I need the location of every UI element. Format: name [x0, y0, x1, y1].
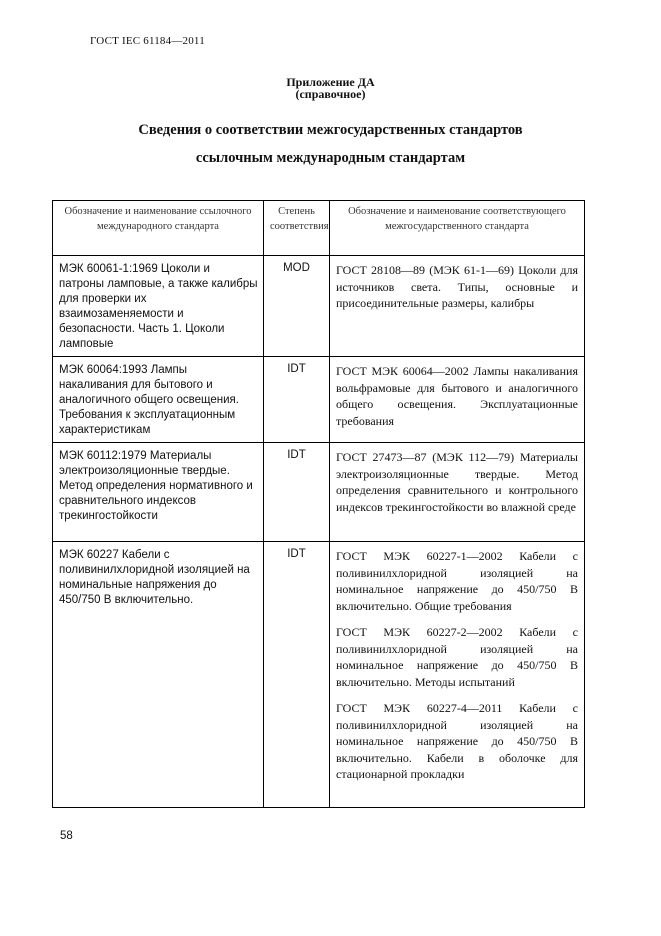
national-standard-cell	[330, 542, 585, 808]
appendix-title: Приложение ДА	[286, 75, 375, 89]
national-standard-entry: ГОСТ МЭК 60227-4—2011 Кабели с поливинилхлоридной изоляцией на номинальное напряжение до 450/750 В включительно. Кабели в оболочке для стационарной прокладки	[336, 701, 578, 781]
national-standard-entry: ГОСТ 28108—89 (МЭК 61-1—69) Цоколи для источников света. Типы, основные и присоединительные размеры, калибры	[336, 263, 578, 310]
page-number: 58	[60, 830, 73, 842]
international-standard-cell: МЭК 60061-1:1969 Цоколи и патроны ламповые, а также калибры для проверки их взаимозаменяемости и безопасности. Часть 1. Цоколи ламповые	[53, 256, 264, 357]
international-standard-cell: МЭК 60112:1979 Материалы электроизоляционные твердые. Метод определения нормативного и сравнительного индексов трекингостойкости	[53, 443, 264, 542]
column-header-degree: Степень соответствия	[264, 201, 330, 256]
table-row	[53, 542, 585, 808]
national-standard-cell	[330, 357, 585, 443]
appendix-heading	[0, 76, 661, 100]
national-standard-entry: ГОСТ МЭК 60227-1—2002 Кабели с поливинилхлоридной изоляцией на номинальное напряжение до 450/750 В включительно. Общие требования	[336, 549, 578, 613]
degree-cell: IDT	[264, 357, 330, 443]
national-standard-entry: ГОСТ 27473—87 (МЭК 112—79) Материалы электроизоляционные твердые. Метод определения сравнительного и контрольного индексов трекингостойкости во влажной среде	[336, 450, 578, 514]
international-standard-cell: МЭК 60227 Кабели с поливинилхлоридной изоляцией на номинальные напряжения до 450/750 В включительно.	[53, 542, 264, 808]
section-title-line-1: Сведения о соответствии межгосударственных стандартов	[138, 122, 523, 138]
degree-cell: IDT	[264, 443, 330, 542]
international-standard-cell: МЭК 60064:1993 Лампы накаливания для бытового и аналогичного общего освещения. Требования к эксплуатационным характеристикам	[53, 357, 264, 443]
appendix-subtitle: (справочное)	[295, 87, 366, 101]
degree-cell: MOD	[264, 256, 330, 357]
document-code-header: ГОСТ IEC 61184—2011	[90, 35, 205, 47]
national-standard-entry: ГОСТ МЭК 60064—2002 Лампы накаливания вольфрамовые для бытового и аналогичного общего освещения. Эксплуатационные требования	[336, 364, 578, 428]
national-standard-cell	[330, 256, 585, 357]
table-row	[53, 256, 585, 357]
table-row	[53, 357, 585, 443]
correspondence-table	[52, 200, 585, 808]
national-standard-cell	[330, 443, 585, 542]
section-title-line-2: ссылочным международным стандартам	[195, 150, 466, 166]
table-row	[53, 443, 585, 542]
column-header-national: Обозначение и наименование соответствующего межгосударственного стандарта	[330, 201, 585, 256]
column-header-international: Обозначение и наименование ссылочного международного стандарта	[53, 201, 264, 256]
national-standard-entry: ГОСТ МЭК 60227-2—2002 Кабели с поливинилхлоридной изоляцией на номинальное напряжение до 450/750 В включительно. Методы испытаний	[336, 625, 578, 689]
degree-cell: IDT	[264, 542, 330, 808]
table-header-row	[53, 201, 585, 256]
